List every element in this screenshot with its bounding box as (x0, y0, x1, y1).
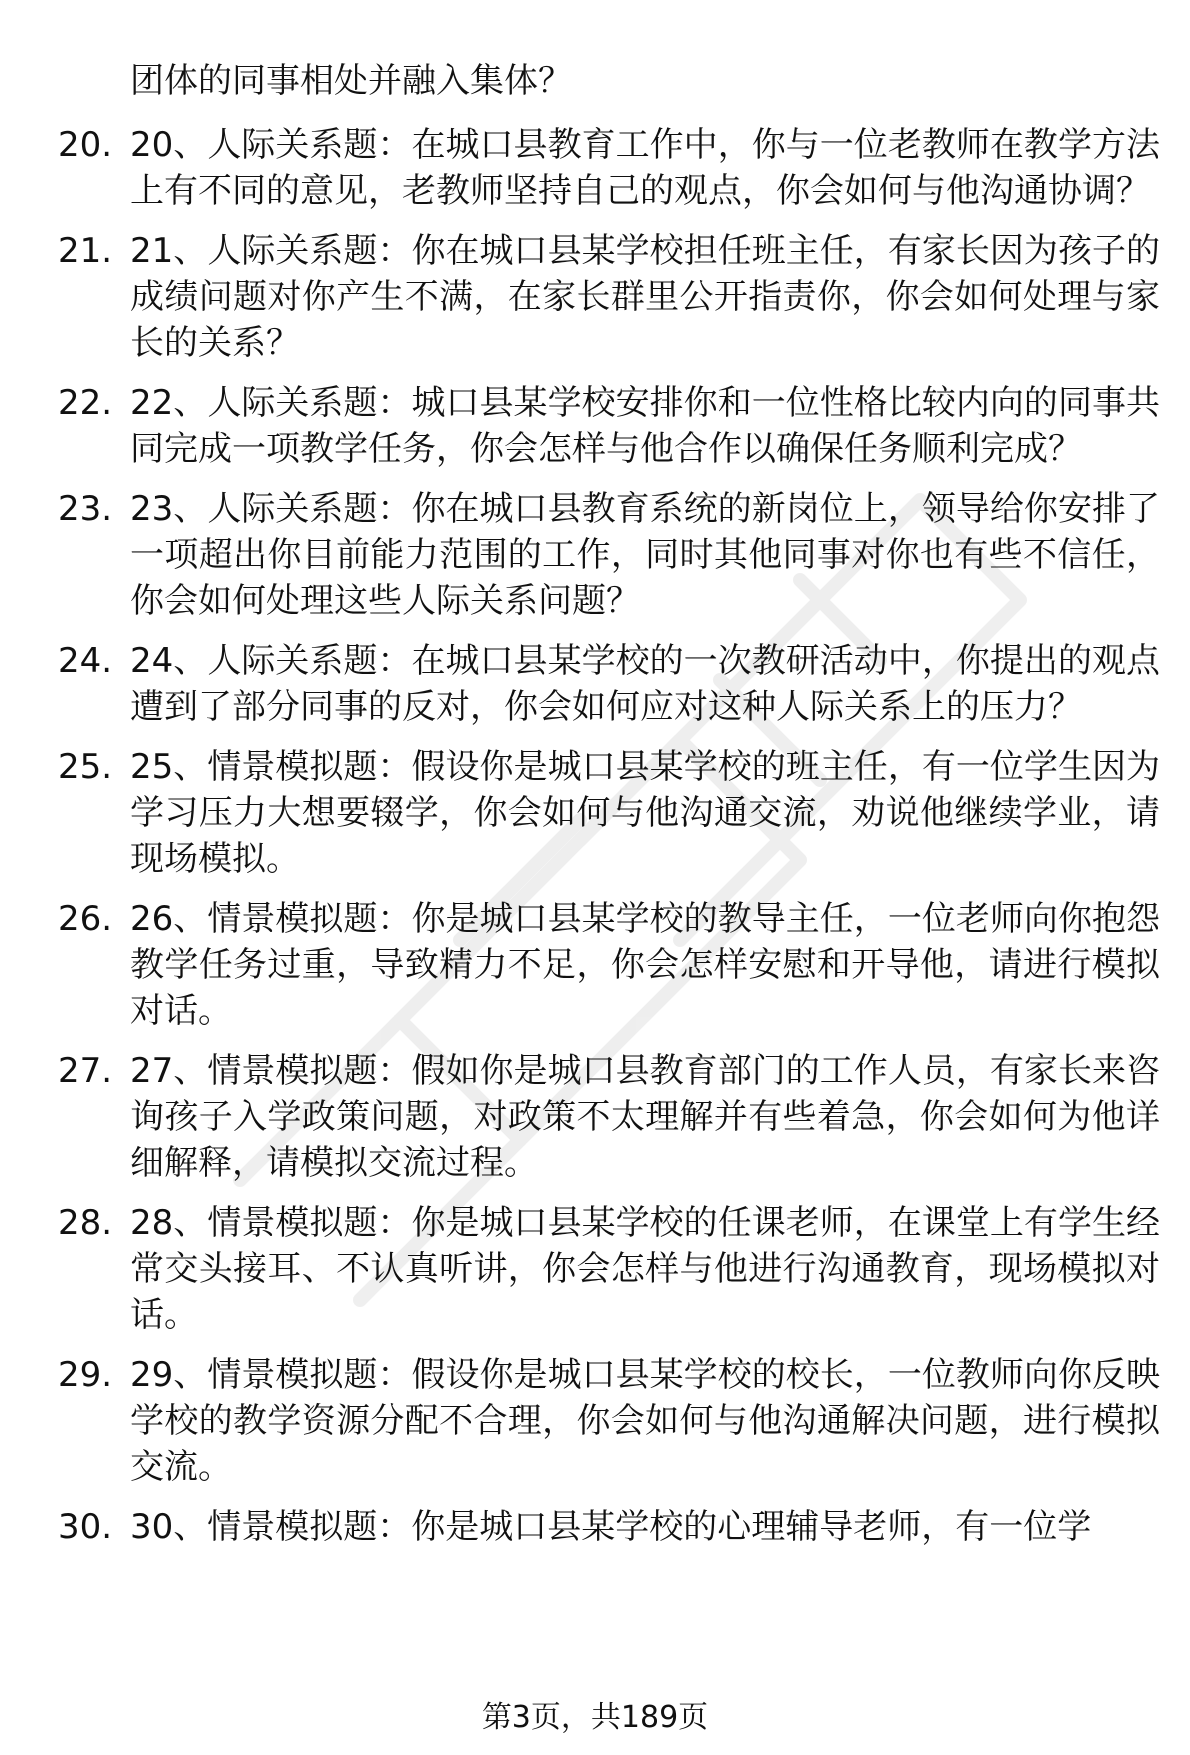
list-number: 23. (58, 489, 113, 529)
list-item (0, 1048, 1190, 1186)
question-text: 23、人际关系题：你在城口县教育系统的新岗位上，领导给你安排了一项超出你目前能力范围的工作，同时其他同事对你也有些不信任，你会如何处理这些人际关系问题？ (130, 489, 1160, 621)
list-number: 27. (58, 1051, 113, 1091)
question-text: 24、人际关系题：在城口县某学校的一次教研活动中，你提出的观点遭到了部分同事的反对，你会如何应对这种人际关系上的压力？ (130, 641, 1160, 727)
question-text: 22、人际关系题：城口县某学校安排你和一位性格比较内向的同事共同完成一项教学任务，你会怎样与他合作以确保任务顺利完成？ (130, 383, 1160, 469)
list-number: 20. (58, 125, 113, 165)
question-text: 30、情景模拟题：你是城口县某学校的心理辅导老师，有一位学 (130, 1507, 1092, 1547)
list-number: 22. (58, 383, 113, 423)
list-number: 21. (58, 231, 113, 271)
question-text: 29、情景模拟题：假设你是城口县某学校的校长，一位教师向你反映学校的教学资源分配不合理，你会如何与他沟通解决问题，进行模拟交流。 (130, 1355, 1160, 1487)
question-text: 27、情景模拟题：假如你是城口县教育部门的工作人员，有家长来咨询孩子入学政策问题，对政策不太理解并有些着急，你会如何为他详细解释，请模拟交流过程。 (130, 1051, 1160, 1183)
list-number: 30. (58, 1507, 113, 1547)
list-item (0, 228, 1190, 366)
question-text: 26、情景模拟题：你是城口县某学校的教导主任，一位老师向你抱怨教学任务过重，导致精力不足，你会怎样安慰和开导他，请进行模拟对话。 (130, 899, 1160, 1031)
list-item (0, 1504, 1190, 1550)
question-text: 25、情景模拟题：假设你是城口县某学校的班主任，有一位学生因为学习压力大想要辍学，你会如何与他沟通交流，劝说他继续学业，请现场模拟。 (130, 747, 1160, 879)
list-item (0, 896, 1190, 1034)
list-number: 28. (58, 1203, 113, 1243)
question-text: 28、情景模拟题：你是城口县某学校的任课老师，在课堂上有学生经常交头接耳、不认真听讲，你会怎样与他进行沟通教育，现场模拟对话。 (130, 1203, 1160, 1335)
list-item (0, 1352, 1190, 1490)
list-number: 25. (58, 747, 113, 787)
list-item (0, 122, 1190, 214)
previous-question-continuation: 团体的同事相处并融入集体？ (130, 61, 572, 101)
question-text: 20、人际关系题：在城口县教育工作中，你与一位老教师在教学方法上有不同的意见，老教师坚持自己的观点，你会如何与他沟通协调？ (130, 125, 1160, 211)
list-item (0, 380, 1190, 472)
question-list (0, 122, 1190, 1564)
list-item (0, 486, 1190, 624)
list-item (0, 744, 1190, 882)
list-number: 26. (58, 899, 113, 939)
list-item (0, 638, 1190, 730)
question-text: 21、人际关系题：你在城口县某学校担任班主任，有家长因为孩子的成绩问题对你产生不满，在家长群里公开指责你，你会如何处理与家长的关系？ (130, 231, 1160, 363)
page-footer: 第3页，共189页 (481, 1700, 709, 1735)
list-number: 29. (58, 1355, 113, 1395)
list-number: 24. (58, 641, 113, 681)
list-item (0, 1200, 1190, 1338)
